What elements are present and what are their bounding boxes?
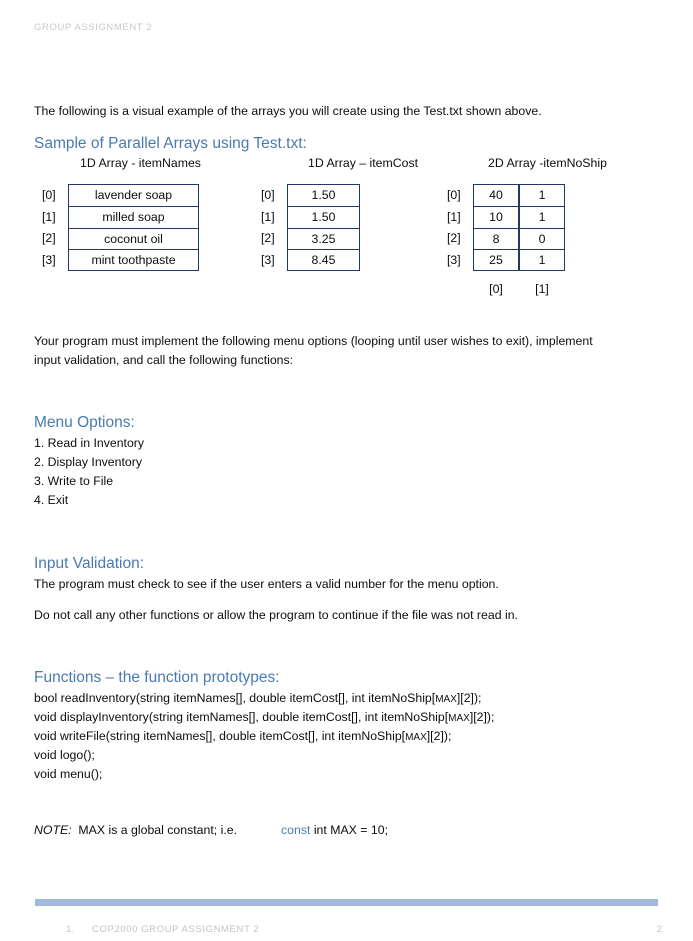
prototype-text: void writeFile(string itemNames[], double itemCost[], int itemNoShip[ xyxy=(34,729,406,743)
array-table-itemnames xyxy=(42,184,199,271)
array-table-itemnoship xyxy=(447,184,565,271)
table-cell: 0 xyxy=(519,228,565,250)
row-cells xyxy=(287,249,360,271)
column-index: [0] xyxy=(489,282,503,296)
footer-divider-bar xyxy=(35,899,658,906)
row-index: [0] xyxy=(42,187,56,202)
menu-option-item: 3. Write to File xyxy=(34,474,114,488)
column-index: [1] xyxy=(535,282,549,296)
input-validation-paragraph-2: Do not call any other functions or allow the program to continue if the file was not read in. xyxy=(34,608,518,622)
row-cells xyxy=(68,206,199,228)
row-index: [0] xyxy=(447,187,461,202)
footer-list-marker: 1. xyxy=(66,924,76,935)
prototype-text-tail: ][2]); xyxy=(426,729,452,743)
prototype-constant: MAX xyxy=(435,694,457,705)
running-header: GROUP ASSIGNMENT 2 xyxy=(34,22,153,33)
row-index: [3] xyxy=(447,253,461,268)
row-cells xyxy=(473,206,565,228)
row-index: [3] xyxy=(42,253,56,268)
intro-paragraph: The following is a visual example of the arrays you will create using the Test.txt shown above. xyxy=(34,104,542,118)
input-validation-heading: Input Validation: xyxy=(34,555,145,572)
table-cell: 10 xyxy=(473,206,519,228)
row-index: [1] xyxy=(42,209,56,224)
row-index: [3] xyxy=(261,253,275,268)
prototype-constant: MAX xyxy=(405,732,427,743)
table-cell: lavender soap xyxy=(68,184,199,206)
prototype-text: void menu(); xyxy=(34,767,103,781)
array-caption-itemnoship: 2D Array -itemNoShip xyxy=(488,156,607,170)
footer-page-number: 2 xyxy=(656,924,662,935)
table-cell: 1.50 xyxy=(287,206,360,228)
note-label: NOTE: xyxy=(34,823,72,837)
footer-title: COP2000 GROUP ASSIGNMENT 2 xyxy=(92,924,260,935)
table-cell: 1.50 xyxy=(287,184,360,206)
function-prototype xyxy=(34,689,481,709)
table-row xyxy=(42,228,199,250)
array-caption-itemcost: 1D Array – itemCost xyxy=(308,156,419,170)
row-cells xyxy=(473,228,565,250)
function-prototype xyxy=(34,746,95,765)
function-prototype xyxy=(34,727,451,747)
row-cells xyxy=(287,206,360,228)
table-cell: 40 xyxy=(473,184,519,206)
row-index: [0] xyxy=(261,187,275,202)
table-cell: 3.25 xyxy=(287,228,360,250)
row-index: [1] xyxy=(261,209,275,224)
requirements-paragraph: Your program must implement the following menu options (looping until user wishes to exit), implement input validation, and call the following functions: xyxy=(34,334,593,367)
note-text: MAX is a global constant; i.e. xyxy=(78,823,237,837)
menu-option-item: 4. Exit xyxy=(34,493,69,507)
table-row xyxy=(261,206,360,228)
menu-option-item: 2. Display Inventory xyxy=(34,455,142,469)
table-cell: mint toothpaste xyxy=(68,249,199,271)
menu-options-heading: Menu Options: xyxy=(34,414,135,431)
function-prototype xyxy=(34,708,494,728)
note-line xyxy=(34,823,388,837)
prototype-text-tail: ][2]); xyxy=(469,710,495,724)
table-cell: 1 xyxy=(519,249,565,271)
table-row xyxy=(42,249,199,271)
table-cell: 25 xyxy=(473,249,519,271)
prototype-text-tail: ][2]); xyxy=(456,691,482,705)
table-row xyxy=(261,249,360,271)
table-row xyxy=(42,184,199,206)
table-row xyxy=(261,184,360,206)
table-row xyxy=(447,184,565,206)
note-code-rest: int MAX = 10; xyxy=(313,823,388,837)
column-index-labels xyxy=(473,282,565,296)
table-row xyxy=(447,249,565,271)
row-cells xyxy=(287,184,360,206)
table-cell: 8.45 xyxy=(287,249,360,271)
table-cell: 8 xyxy=(473,228,519,250)
table-cell: milled soap xyxy=(68,206,199,228)
table-row xyxy=(447,228,565,250)
function-prototype xyxy=(34,765,102,784)
prototype-text: void logo(); xyxy=(34,748,95,762)
table-row xyxy=(261,228,360,250)
row-index: [2] xyxy=(447,231,461,246)
row-cells xyxy=(68,249,199,271)
row-cells xyxy=(287,228,360,250)
row-cells xyxy=(68,228,199,250)
prototype-constant: MAX xyxy=(448,713,470,724)
input-validation-paragraph-1: The program must check to see if the user enters a valid number for the menu option. xyxy=(34,577,499,591)
row-cells xyxy=(68,184,199,206)
table-cell: coconut oil xyxy=(68,228,199,250)
sample-arrays-heading: Sample of Parallel Arrays using Test.txt: xyxy=(34,135,307,152)
prototype-text: void displayInventory(string itemNames[], double itemCost[], int itemNoShip[ xyxy=(34,710,449,724)
note-code-keyword: const xyxy=(281,823,311,837)
row-cells xyxy=(473,249,565,271)
table-cell: 1 xyxy=(519,184,565,206)
table-row xyxy=(42,206,199,228)
table-cell: 1 xyxy=(519,206,565,228)
prototype-text: bool readInventory(string itemNames[], double itemCost[], int itemNoShip[ xyxy=(34,691,436,705)
row-index: [1] xyxy=(447,209,461,224)
menu-option-item: 1. Read in Inventory xyxy=(34,436,145,450)
array-caption-itemnames: 1D Array - itemNames xyxy=(80,156,201,170)
row-index: [2] xyxy=(261,231,275,246)
row-cells xyxy=(473,184,565,206)
table-row xyxy=(447,206,565,228)
functions-heading: Functions – the function prototypes: xyxy=(34,669,280,686)
row-index: [2] xyxy=(42,231,56,246)
array-table-itemcost xyxy=(261,184,360,271)
